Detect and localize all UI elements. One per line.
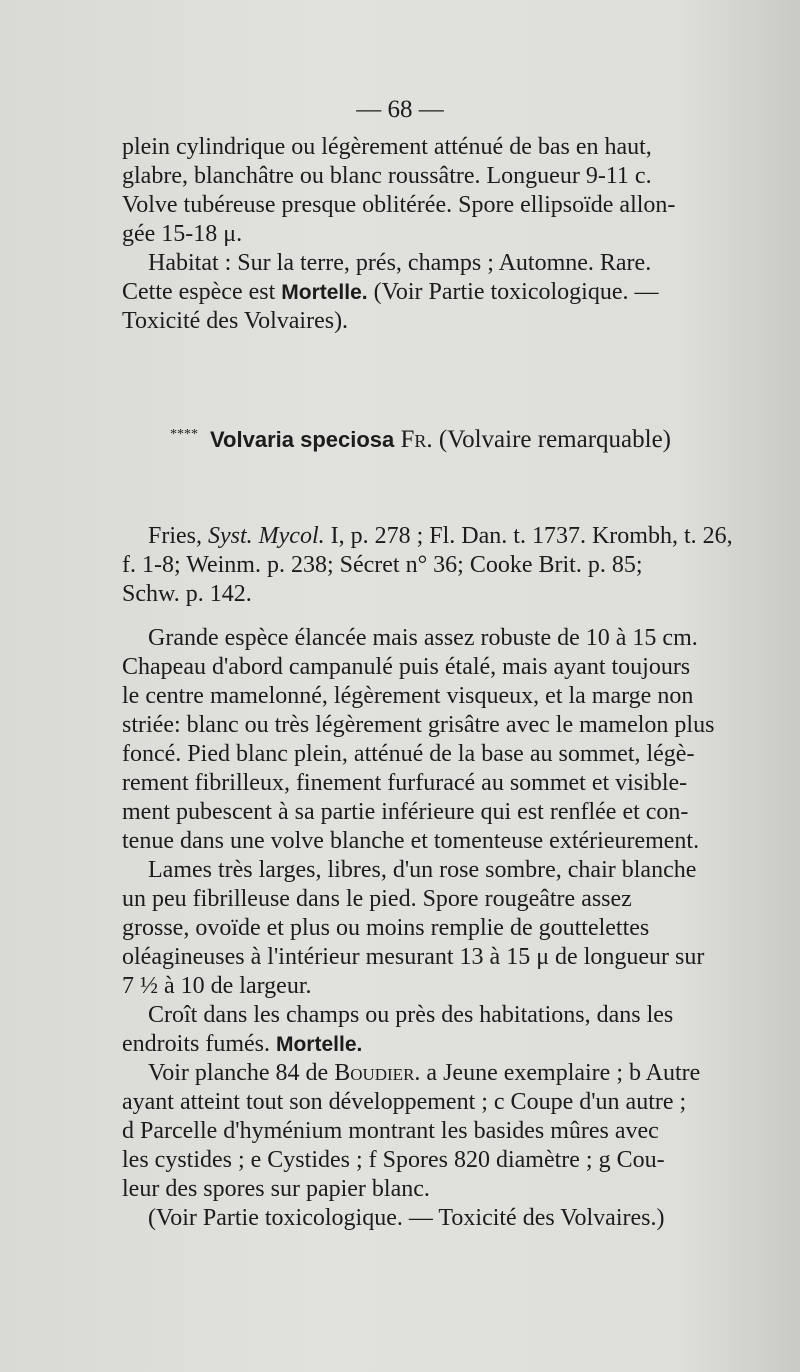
common-name: (Volvaire remarquable) bbox=[438, 426, 671, 453]
text-line: gée 15-18 μ. bbox=[122, 221, 243, 247]
text-line: striée: blanc ou très légèrement grisâtre avec le mamelon plus bbox=[122, 712, 715, 738]
text-line: ayant atteint tout son développement ; c Coupe d'un autre ; bbox=[122, 1089, 687, 1115]
text-line: les cystides ; e Cystides ; f Spores 820 diamètre ; g Cou- bbox=[122, 1147, 665, 1173]
text-line: Toxicité des Volvaires). bbox=[122, 308, 349, 334]
mortal-label: Mortelle. bbox=[281, 281, 368, 304]
text-line: oléagineuses à l'intérieur mesurant 13 à 15 μ de longueur sur bbox=[122, 944, 705, 970]
habitat-line: Habitat : Sur la terre, prés, champs ; Automne. Rare. bbox=[148, 250, 652, 276]
text-span: Voir planche 84 de bbox=[148, 1060, 335, 1086]
description bbox=[122, 624, 782, 1233]
text-span: Fries, bbox=[148, 523, 208, 549]
species-author: Fr. bbox=[400, 426, 433, 453]
text-line: grosse, ovoïde et plus ou moins remplie de gouttelettes bbox=[122, 915, 650, 941]
text-line: Volve tubéreuse presque oblitérée. Spore ellipsoïde allon- bbox=[122, 192, 676, 218]
text-line: leur des spores sur papier blanc. bbox=[122, 1176, 430, 1202]
continued-paragraph bbox=[122, 133, 782, 336]
text-line: d Parcelle d'hyménium montrant les basides mûres avec bbox=[122, 1118, 659, 1144]
mortal-label: Mortelle. bbox=[275, 1033, 363, 1056]
text-span: (Voir Partie toxicologique. — bbox=[367, 279, 659, 305]
page-number: — 68 — bbox=[356, 96, 444, 123]
stars-marker: **** bbox=[170, 427, 198, 442]
references bbox=[122, 522, 782, 609]
species-name: Volvaria speciosa bbox=[210, 427, 395, 452]
reference-line bbox=[122, 522, 782, 551]
text-line: rement fibrilleux, finement furfuracé au sommet et visible- bbox=[122, 770, 688, 796]
text-line: ment pubescent à sa partie inférieure qui est renflée et con- bbox=[122, 799, 689, 825]
text-line: glabre, blanchâtre ou blanc roussâtre. Longueur 9-11 c. bbox=[122, 163, 652, 189]
text-line: un peu fibrilleuse dans le pied. Spore rougeâtre assez bbox=[122, 886, 632, 912]
text-line: tenue dans une volve blanche et tomenteuse extérieurement. bbox=[122, 828, 700, 854]
species-heading bbox=[170, 426, 671, 454]
text-span: Cette espèce est bbox=[122, 279, 282, 305]
closing-line: (Voir Partie toxicologique. — Toxicité des Volvaires.) bbox=[148, 1205, 665, 1231]
text-span: endroits fumés. bbox=[122, 1031, 276, 1057]
text-line: Grande espèce élancée mais assez robuste de 10 à 15 cm. bbox=[148, 625, 698, 651]
author-name: Boudier bbox=[334, 1060, 415, 1086]
text-line: Croît dans les champs ou près des habitations, dans les bbox=[148, 1002, 674, 1028]
text-line: 7 ½ à 10 de largeur. bbox=[122, 973, 312, 999]
text-span: I, p. 278 ; Fl. Dan. t. 1737. Krombh, t. 26, bbox=[324, 523, 733, 549]
text-line: Chapeau d'abord campanulé puis étalé, mais ayant toujours bbox=[122, 654, 691, 680]
plate-line bbox=[122, 1059, 782, 1088]
endroits-line bbox=[122, 1030, 782, 1059]
reference-line: Schw. p. 142. bbox=[122, 581, 252, 607]
text-line: plein cylindrique ou légèrement atténué de bas en haut, bbox=[122, 134, 652, 160]
text-span: . a Jeune exemplaire ; b Autre bbox=[414, 1060, 701, 1086]
text-line: Lames très larges, libres, d'un rose sombre, chair blanche bbox=[148, 857, 697, 883]
text-line: le centre mamelonné, légèrement visqueux, et la marge non bbox=[122, 683, 694, 709]
text-line: foncé. Pied blanc plein, atténué de la base au sommet, légè- bbox=[122, 741, 695, 767]
mortal-line bbox=[122, 278, 782, 307]
reference-line: f. 1-8; Weinm. p. 238; Sécret n° 36; Cooke Brit. p. 85; bbox=[122, 552, 643, 578]
work-title: Syst. Mycol. bbox=[208, 523, 325, 549]
